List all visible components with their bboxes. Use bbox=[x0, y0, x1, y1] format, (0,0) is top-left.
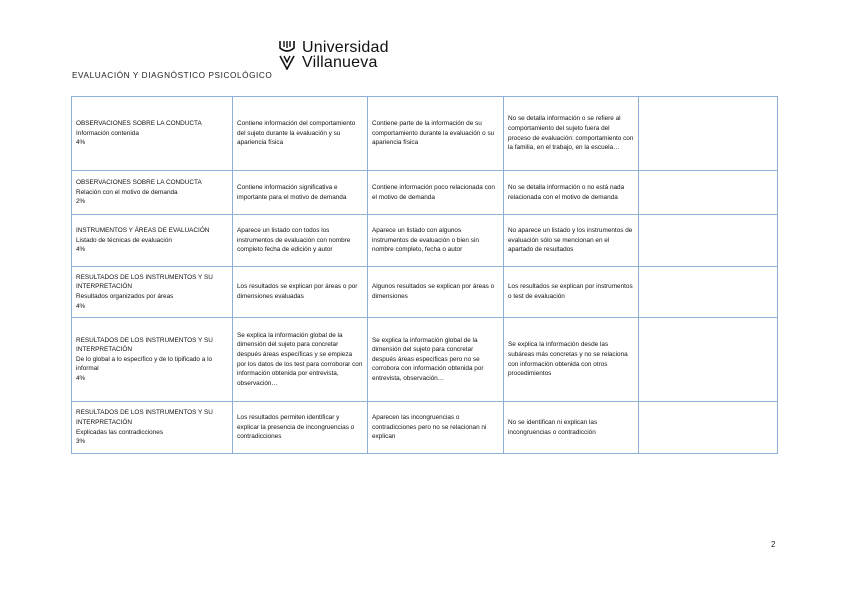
page-number: 2 bbox=[771, 540, 776, 549]
level-cell: Aparecen las incongruencias o contradicciones pero no se relacionan ni explican bbox=[368, 402, 504, 454]
criterion-title: OBSERVACIONES SOBRE LA CONDUCTA bbox=[76, 120, 202, 128]
criterion-weight: 2% bbox=[76, 198, 86, 206]
criterion-weight: 4% bbox=[76, 374, 86, 382]
level-cell: No se detalla información o se refiere al comportamiento del sujeto fuera del proceso de evaluación: comportamiento con la familia, en el trabajo, en la escuela… bbox=[504, 97, 639, 171]
table-row bbox=[72, 402, 778, 454]
table-row bbox=[72, 318, 778, 402]
university-emblem-icon bbox=[278, 40, 296, 70]
criterion-cell bbox=[72, 402, 233, 454]
criterion-weight: 4% bbox=[76, 246, 86, 254]
level-cell: Se explica la información global de la dimensión del sujeto para concretar después áreas específicas y se empieza por los datos de los test para corroborar con información obtenida por entrevista, observación… bbox=[233, 318, 368, 402]
rubric-table bbox=[71, 96, 778, 454]
table-row bbox=[72, 171, 778, 215]
criterion-cell bbox=[72, 215, 233, 267]
criterion-cell bbox=[72, 267, 233, 318]
level-cell: Los resultados permiten identificar y explicar la presencia de incongruencias o contradicciones bbox=[233, 402, 368, 454]
level-cell bbox=[639, 97, 778, 171]
level-cell: Aparece un listado con algunos instrumentos de evaluación o bien sin nombre completo, fecha o autor bbox=[368, 215, 504, 267]
level-cell bbox=[639, 171, 778, 215]
criterion-subtitle: Listado de técnicas de evaluación bbox=[76, 236, 172, 244]
level-cell bbox=[639, 215, 778, 267]
level-cell bbox=[639, 267, 778, 318]
level-cell: No se detalla información o no está nada relacionada con el motivo de demanda bbox=[504, 171, 639, 215]
level-cell: Contiene información poco relacionada con el motivo de demanda bbox=[368, 171, 504, 215]
table-row bbox=[72, 267, 778, 318]
table-row bbox=[72, 97, 778, 171]
level-cell: Contiene información del comportamiento del sujeto durante la evaluación y su apariencia física bbox=[233, 97, 368, 171]
criterion-subtitle: Resultados organizados por áreas bbox=[76, 293, 174, 300]
level-cell: Contiene información significativa e importante para el motivo de demanda bbox=[233, 171, 368, 215]
level-cell: Contiene parte de la información de su comportamiento durante la evaluación o su apariencia física bbox=[368, 97, 504, 171]
level-cell: No aparece un listado y los instrumentos de evaluación sólo se mencionan en el apartado de resultados bbox=[504, 215, 639, 267]
university-logo bbox=[278, 40, 389, 70]
table-row bbox=[72, 215, 778, 267]
level-cell bbox=[639, 402, 778, 454]
criterion-title: INSTRUMENTOS Y ÁREAS DE EVALUACIÓN bbox=[76, 227, 210, 235]
level-cell: Se explica la información global de la dimensión del sujeto para concretar después áreas específicas pero no se corrobora con información obtenida por entrevista, observación… bbox=[368, 318, 504, 402]
level-cell: Los resultados se explican por instrumentos o test de evaluación bbox=[504, 267, 639, 318]
document-title: EVALUACIÓN Y DIAGNÓSTICO PSICOLÓGICO bbox=[72, 71, 273, 80]
level-cell: Aparece un listado con todos los instrumentos de evaluación con nombre completo fecha de edición y autor bbox=[233, 215, 368, 267]
criterion-weight: 4% bbox=[76, 302, 86, 310]
level-cell bbox=[639, 318, 778, 402]
criterion-subtitle: Relación con el motivo de demanda bbox=[76, 188, 178, 196]
criterion-cell bbox=[72, 171, 233, 215]
logo-line-2: Villanueva bbox=[302, 54, 378, 71]
criterion-title: RESULTADOS DE LOS INSTRUMENTOS Y SU INTERPRETACIÓN bbox=[76, 273, 213, 291]
criterion-subtitle: De lo global a lo específico y de lo tipificado a lo informal bbox=[76, 355, 213, 373]
level-cell: Los resultados se explican por áreas o por dimensiones evaluadas bbox=[233, 267, 368, 318]
criterion-subtitle: Información contenida bbox=[76, 129, 139, 137]
criterion-title: RESULTADOS DE LOS INSTRUMENTOS Y SU INTERPRETACIÓN bbox=[76, 409, 213, 426]
criterion-cell bbox=[72, 318, 233, 402]
criterion-weight: 4% bbox=[76, 139, 86, 147]
criterion-title: OBSERVACIONES SOBRE LA CONDUCTA bbox=[76, 179, 202, 187]
level-cell: No se identifican ni explican las incongruencias o contradicción bbox=[504, 402, 639, 454]
criterion-cell bbox=[72, 97, 233, 171]
level-cell: Algunos resultados se explican por áreas o dimensiones bbox=[368, 267, 504, 318]
criterion-title: RESULTADOS DE LOS INSTRUMENTOS Y SU INTERPRETACIÓN bbox=[76, 336, 213, 354]
logo-line-1: Universidad bbox=[302, 39, 389, 56]
criterion-weight: 3% bbox=[76, 438, 86, 446]
level-cell: Se explica la información desde las subáreas más concretas y no se relaciona con información obtenida con otros procedimientos bbox=[504, 318, 639, 402]
criterion-subtitle: Explicadas las contradicciones bbox=[76, 428, 164, 436]
